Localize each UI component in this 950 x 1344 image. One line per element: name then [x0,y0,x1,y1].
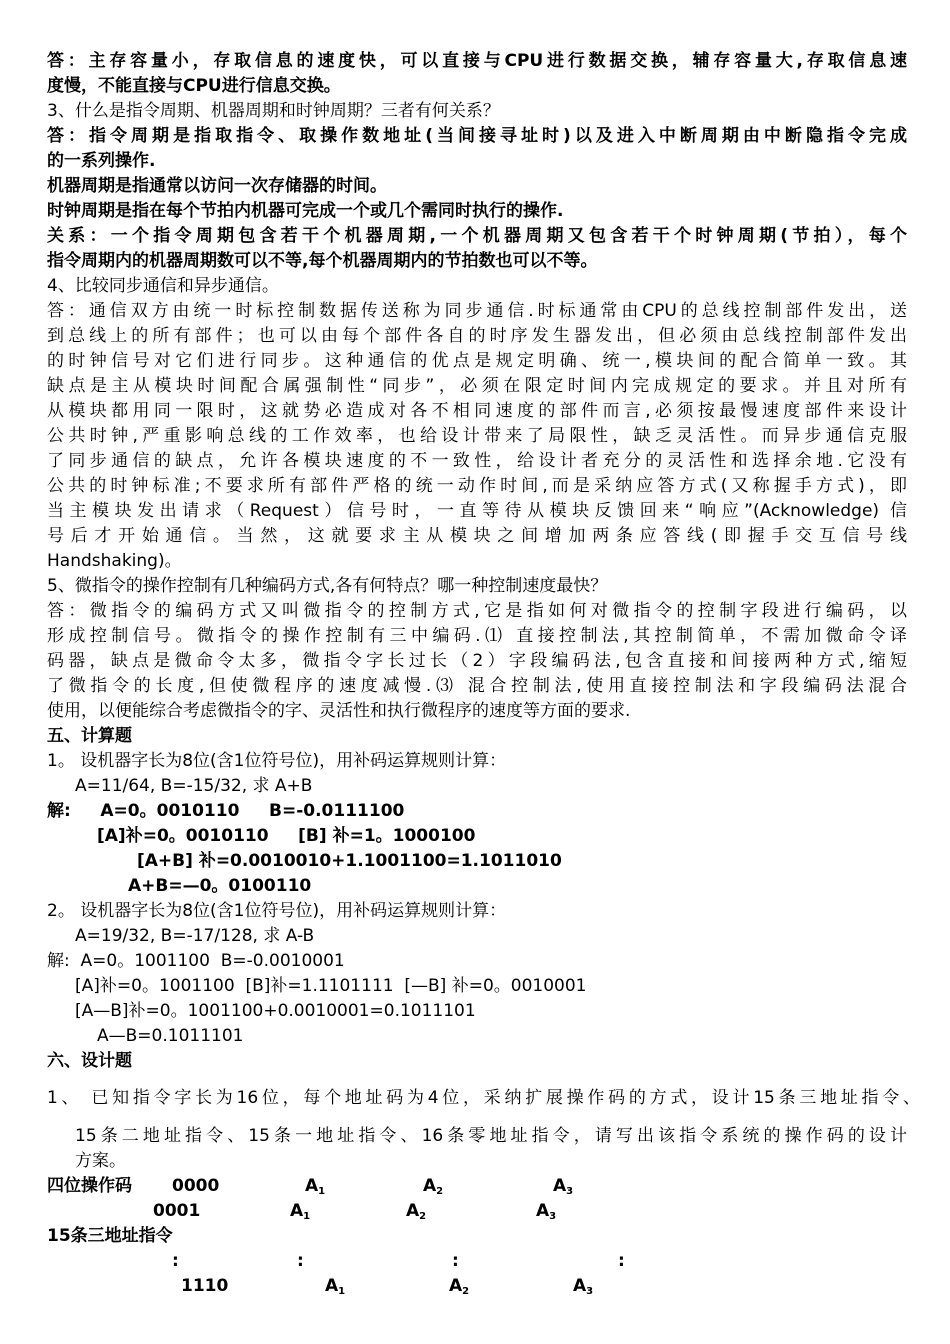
section-heading-calculation: 五、计算题 [47,726,132,746]
address-field-a1: $A_1$ [290,1201,311,1222]
address-field-a2: $A_2$ [449,1276,470,1297]
ellipsis-dots: : [297,1251,304,1271]
q2-answer-line: 度慢，不能直接与CPU进行信息交换。 [47,76,341,96]
q4-answer-line: 了同步通信的缺点，允许各模块速度的不一致性，给设计者充分的灵活性和选择余地.它没有 [47,451,907,471]
calc-problem-1-solution: [A]补=0。0010110 [B] 补=1。1000100 [97,826,476,846]
q4-answer-line: 当主模块发出请求（Request）信号时，一直等待从模块反馈回来“响应”(Acknowledge) 信 [47,501,907,521]
address-field-a1: $A_1$ [325,1276,346,1297]
q3-answer-line: 关系：一个指令周期包含若干个机器周期,一个机器周期又包含若干个时钟周期(节拍），每个 [47,226,907,246]
calc-problem-1-solution: [A+B] 补=0.0010010+1.1001100=1.1011010 [137,851,562,871]
q4-answer-line: Handshaking)。 [47,551,182,571]
q4-answer-line: 号后才开始通信。当然，这就要求主从模块之间增加两条应答线(即握手交互信号线 [47,526,907,546]
q3-answer-line: 时钟周期是指在每个节拍内机器可完成一个或几个需同时执行的操作. [47,201,564,221]
ellipsis-dots: : [618,1251,625,1271]
calc-problem-1-solution: 解: A=0。0010110 B=-0.0111100 [47,801,405,821]
q5-answer-line: 了微指令的长度,但使微程序的速度减慢.⑶ 混合控制法,使用直接控制法和字段编码法混合 [47,676,907,696]
design-question-line: 1、 已知指令字长为16位，每个地址码为4位，采纳扩展操作码的方式，设计15条三地址指令、 [47,1088,920,1108]
design-question-line: 方案。 [75,1151,126,1171]
q3-answer-line: 机器周期是指通常以访问一次存储器的时间。 [47,176,387,196]
opcode-value: 0001 [153,1201,201,1221]
address-field-a2: $A_2$ [423,1176,444,1197]
calc-problem-1-given: A=11/64, B=-15/32, 求 A+B [75,776,313,796]
q4-answer-line: 到总线上的所有部件；也可以由每个部件各自的时序发生器发出，但必须由总线控制部件发出 [47,326,907,346]
opcode-value: 0000 [172,1176,220,1196]
q3-answer-line: 的一系列操作. [47,151,156,171]
q4-answer-line: 答：通信双方由统一时标控制数据传送称为同步通信.时标通常由CPU的总线控制部件发出，送 [47,301,907,321]
q5-answer-line: 答：微指令的编码方式又叫微指令的控制方式,它是指如何对微指令的控制字段进行编码，以 [47,601,907,621]
calc-problem-1-question: 1。 设机器字长为8位(含1位符号位)，用补码运算规则计算： [47,751,507,771]
design-question-line: 15条二地址指令、15条一地址指令、16条零地址指令，请写出该指令系统的操作码的设计 [75,1126,907,1146]
q3-answer-line: 指令周期内的机器周期数可以不等,每个机器周期内的节拍数也可以不等。 [47,251,598,271]
calc-problem-2-solution: 解: A=0。1001100 B=-0.0010001 [47,951,345,971]
calc-problem-2-solution: A—B=0.1011101 [97,1026,244,1046]
address-field-a1: $A_1$ [305,1176,326,1197]
address-field-a3: $A_3$ [553,1176,574,1197]
q4-answer-line: 的时钟信号对它们进行同步。这种通信的优点是规定明确、统一,模块间的配合简单一致。其 [47,351,907,371]
calc-problem-2-solution: [A]补=0。1001100 [B]补=1.1101111 [—B] 补=0。0010001 [75,976,587,996]
address-field-a3: $A_3$ [573,1276,594,1297]
ellipsis-dots: : [172,1251,179,1271]
calc-problem-2-question: 2。 设机器字长为8位(含1位符号位)，用补码运算规则计算： [47,901,507,921]
calc-problem-2-solution: [A—B]补=0。1001100+0.0010001=0.1011101 [75,1001,476,1021]
ellipsis-dots: : [452,1251,459,1271]
calc-problem-1-solution: A+B=—0。0100110 [128,876,312,896]
opcode-table-label: 四位操作码 [47,1176,132,1196]
q4-question: 4、比较同步通信和异步通信。 [47,276,279,296]
opcode-value: 1110 [181,1276,229,1296]
q4-answer-line: 从模块都用同一限时，这就势必造成对各不相同速度的部件而言,必须按最慢速度部件来设计 [47,401,907,421]
q4-answer-line: 公共时钟,严重影响总线的工作效率，也给设计带来了局限性，缺乏灵活性。而异步通信克服 [47,426,907,446]
section-heading-design: 六、设计题 [47,1051,132,1071]
q5-question: 5、微指令的操作控制有几种编码方式,各有何特点？哪一种控制速度最快？ [47,576,608,596]
q4-answer-line: 缺点是主从模块时间配合属强制性“同步”，必须在限定时间内完成规定的要求。并且对所有 [47,376,907,396]
calc-problem-2-given: A=19/32, B=-17/128, 求 A-B [75,926,315,946]
q3-question: 3、什么是指令周期、机器周期和时钟周期？三者有何关系？ [47,101,500,121]
q5-answer-line: 码器，缺点是微命令太多，微指令字长过长（2）字段编码法,包含直接和间接两种方式,缩短 [47,651,907,671]
q2-answer-line: 答：主存容量小，存取信息的速度快，可以直接与CPU进行数据交换，辅存容量大,存取信息速 [47,51,907,71]
opcode-table-label: 15条三地址指令 [47,1226,173,1246]
address-field-a2: $A_2$ [406,1201,427,1222]
q5-answer-line: 使用，以便能综合考虑微指令的字、灵活性和执行微程序的速度等方面的要求. [47,701,631,721]
q3-answer-line: 答：指令周期是指取指令、取操作数地址(当间接寻址时)以及进入中断周期由中断隐指令完成 [47,126,907,146]
q4-answer-line: 公共的时钟标准;不要求所有部件严格的统一动作时间,而是采纳应答方式(又称握手方式)，即 [47,476,907,496]
address-field-a3: $A_3$ [536,1201,557,1222]
q5-answer-line: 形成控制信号。微指令的操作控制有三中编码.⑴ 直接控制法,其控制简单，不需加微命令译 [47,626,907,646]
